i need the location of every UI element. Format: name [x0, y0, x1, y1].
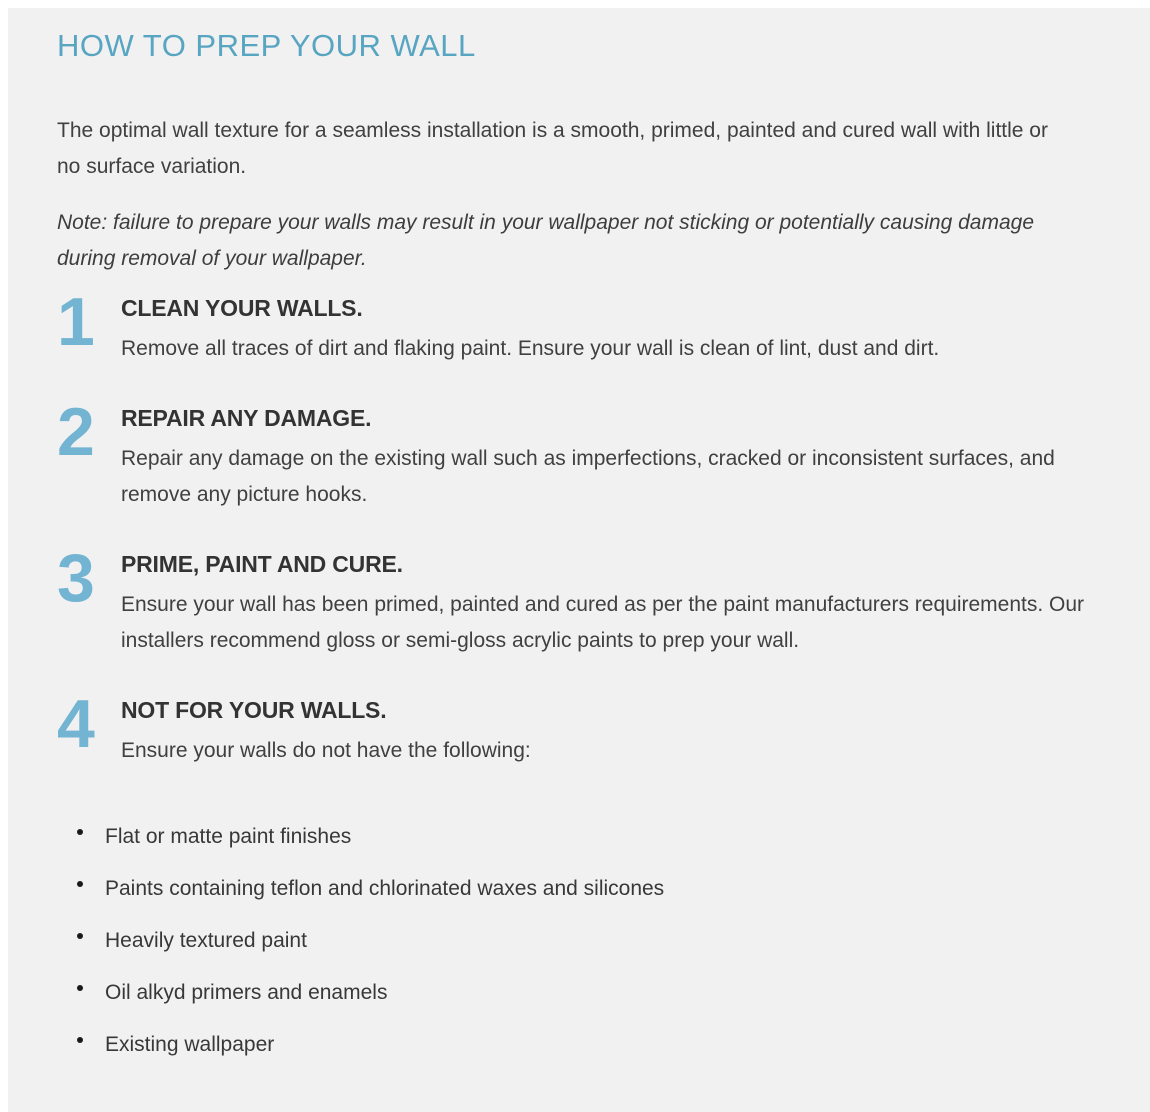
step-body: Remove all traces of dirt and flaking paint. Ensure your wall is clean of lint, dust and dirt.: [121, 337, 940, 360]
step-content: [121, 695, 531, 769]
steps-list: [57, 284, 1110, 769]
step-number: 3: [57, 540, 95, 616]
step-number: 1: [57, 284, 95, 360]
step-heading: CLEAN YOUR WALLS.: [121, 295, 363, 321]
step-heading: PRIME, PAINT AND CURE.: [121, 551, 403, 577]
step-content: [121, 549, 1086, 659]
bullet-text: Heavily textured paint: [105, 929, 307, 952]
bullet-text: Paints containing teflon and chlorinated waxes and silicones: [105, 877, 665, 900]
step-heading: NOT FOR YOUR WALLS.: [121, 697, 387, 723]
step-number: 2: [57, 394, 95, 470]
step-item-2: [57, 394, 1110, 513]
note-paragraph: Note: failure to prepare your walls may result in your wallpaper not sticking or potentially causing damage during removal of your wallpaper.: [57, 211, 1034, 270]
step-content: [121, 403, 1086, 513]
content-panel: [8, 8, 1150, 1112]
wall-prep-section: [8, 8, 1150, 1063]
step-content: [121, 293, 939, 367]
step-body: Repair any damage on the existing wall such as imperfections, cracked or inconsistent surfaces, and remove any picture hooks.: [121, 447, 1055, 506]
list-item: [57, 923, 1110, 959]
step-item-1: [57, 284, 1110, 367]
list-item: [57, 975, 1110, 1011]
exclusions-list: [57, 819, 1110, 1063]
section-title: HOW TO PREP YOUR WALL: [57, 28, 476, 63]
step-number: 4: [57, 686, 95, 762]
list-item: [57, 819, 1110, 855]
step-item-3: [57, 540, 1110, 659]
step-heading: REPAIR ANY DAMAGE.: [121, 405, 372, 431]
bullet-text: Existing wallpaper: [105, 1033, 275, 1056]
list-item: [57, 871, 1110, 907]
list-item: [57, 1027, 1110, 1063]
bullet-text: Flat or matte paint finishes: [105, 825, 352, 848]
step-item-4: [57, 686, 1110, 769]
bullet-text: Oil alkyd primers and enamels: [105, 981, 388, 1004]
step-body: Ensure your wall has been primed, painted and cured as per the paint manufacturers requirements. Our installers recommend gloss or semi-gloss acrylic paints to prep your wall.: [121, 593, 1085, 652]
step-body: Ensure your walls do not have the following:: [121, 739, 531, 762]
intro-paragraph: The optimal wall texture for a seamless installation is a smooth, primed, painted and cured wall with little or no surface variation.: [57, 119, 1048, 178]
